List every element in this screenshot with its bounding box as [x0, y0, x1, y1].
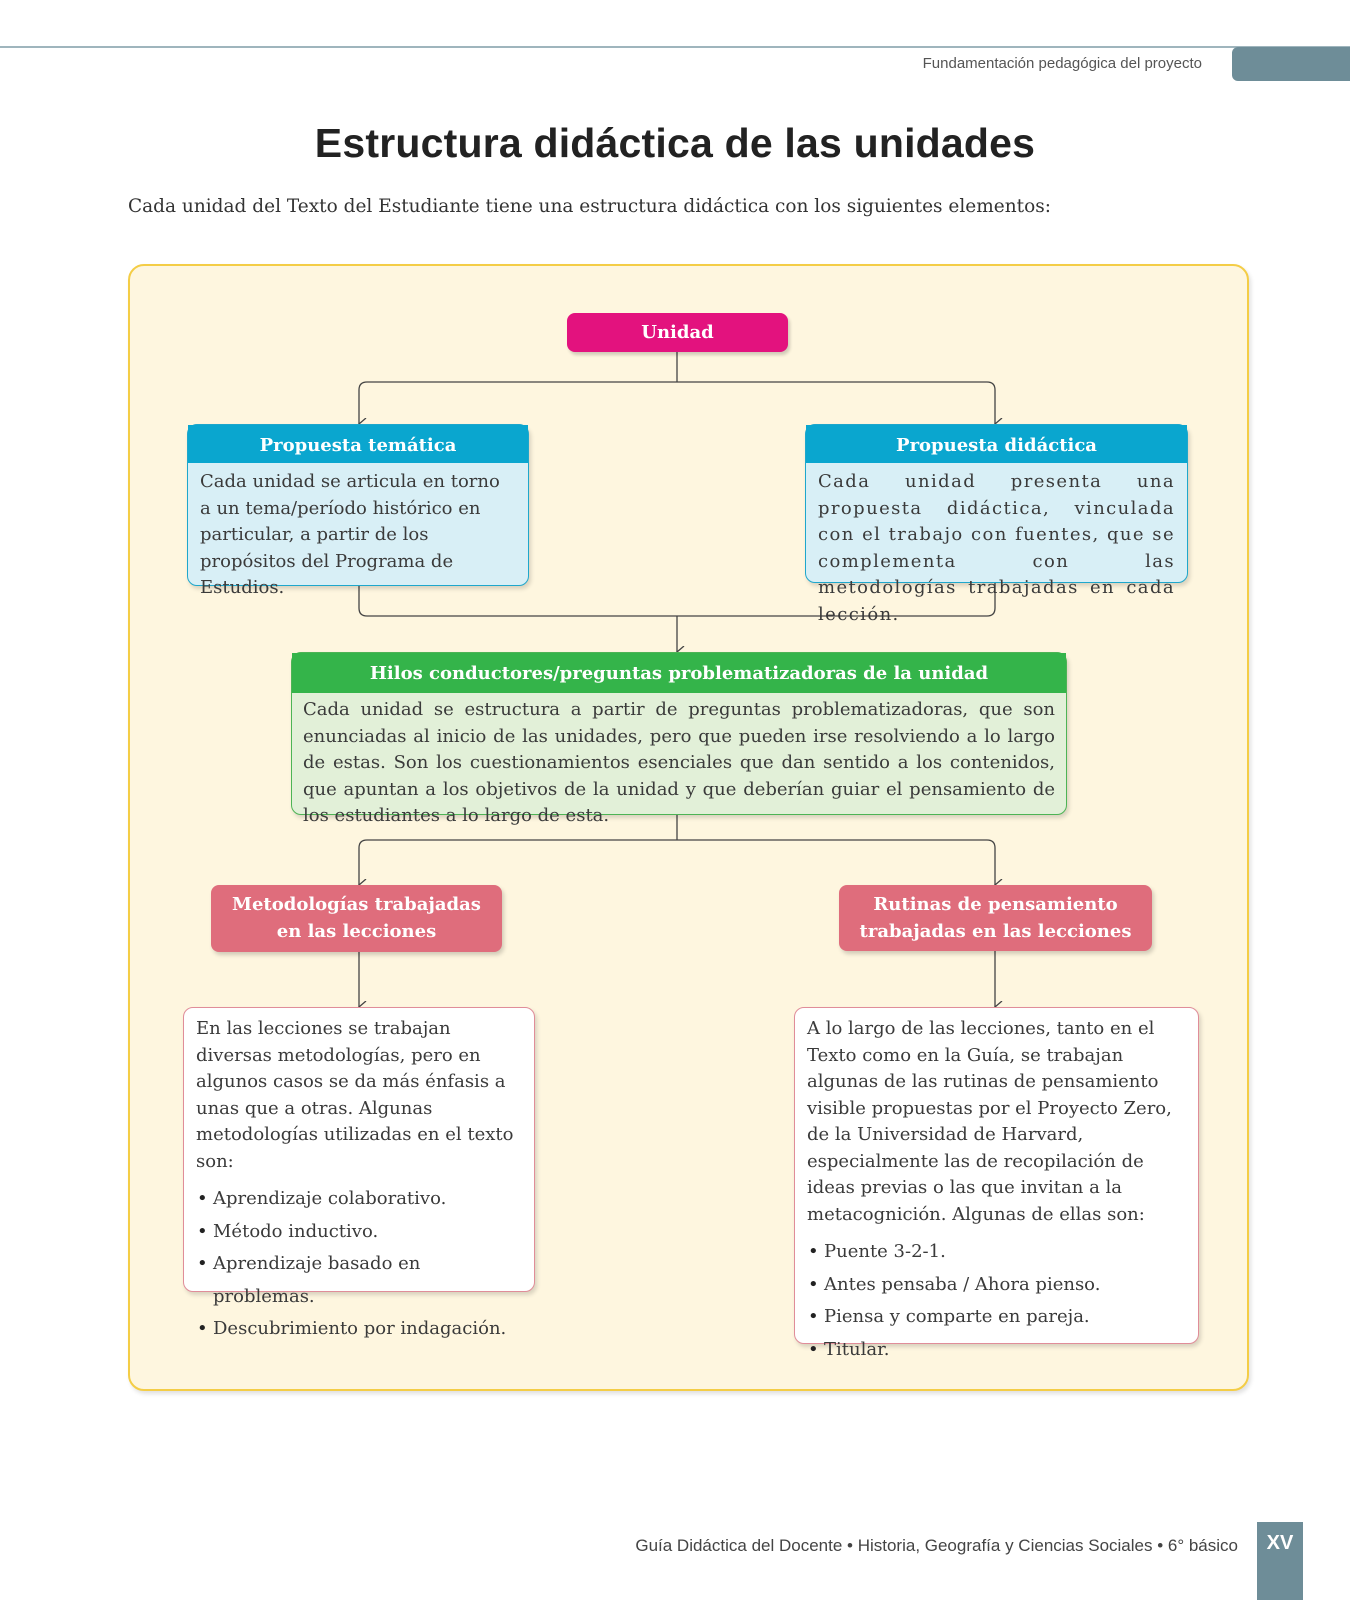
node-propuesta-didactica [805, 424, 1188, 625]
metodologias-detail-text: En las lecciones se trabajan diversas metodologías, pero en algunos casos se da más énfasis a unas que a otras. Algunas metodologías utilizadas en el texto son: [196, 1018, 514, 1172]
metodologias-title-line1: Metodologías trabajadas [232, 894, 481, 915]
list-item: • Descubrimiento por indagación. [196, 1313, 522, 1346]
header-rule [0, 46, 1350, 48]
node-rutinas [839, 885, 1152, 951]
node-propuesta-tematica [187, 424, 529, 598]
list-item: • Método inductivo. [196, 1216, 522, 1249]
rutinas-list [807, 1236, 1186, 1366]
rutinas-title-line1: Rutinas de pensamiento [873, 894, 1118, 915]
bullet-icon: • [808, 1241, 819, 1262]
rutinas-title-line2: trabajadas en las lecciones [859, 921, 1132, 942]
bullet-icon: • [808, 1338, 819, 1360]
metodologias-list [196, 1183, 522, 1346]
page-number: XV [1257, 1522, 1303, 1600]
propuesta-tematica-text: Cada unidad se articula en torno a un tema/período histórico en particular, a partir de los propósitos del Programa de Estudios. [200, 471, 500, 598]
bullet-icon: • [808, 1306, 819, 1327]
header-tab [1232, 47, 1350, 81]
propuesta-didactica-text: Cada unidad presenta una propuesta didáctica, vinculada con el trabajo con fuentes, que se complementa con las metodologías trabajadas en cada lección. [818, 471, 1175, 625]
intro-text: Cada unidad del Texto del Estudiante tiene una estructura didáctica con los siguientes elementos: [128, 196, 1051, 217]
propuesta-didactica-title: Propuesta didáctica [806, 425, 1187, 463]
metodologias-title-line2: en las lecciones [276, 921, 437, 942]
rutinas-detail-box [794, 1007, 1199, 1360]
propuesta-tematica-title: Propuesta temática [188, 425, 528, 463]
node-metodologias [211, 885, 502, 952]
section-label: Fundamentación pedagógica del proyecto [922, 55, 1202, 72]
metodologias-detail-box [183, 1007, 535, 1339]
hilos-conductores-title: Hilos conductores/preguntas problematizadoras de la unidad [292, 653, 1066, 693]
bullet-icon: • [197, 1318, 208, 1339]
rutinas-detail-text: A lo largo de las lecciones, tanto en el Texto como en la Guía, se trabajan algunas de las rutinas de pensamiento visible propuestas por el Proyecto Zero, de la Universidad de Harvard, especialmente las de recopilación de ideas previas o las que invitan a la metacognición. Algunas de ellas son: [807, 1018, 1172, 1225]
list-item: • Aprendizaje colaborativo. [196, 1183, 522, 1216]
page-title: Estructura didáctica de las unidades [314, 120, 1036, 166]
bullet-icon: • [808, 1273, 819, 1295]
list-item: • Aprendizaje basado en problemas. [196, 1248, 522, 1313]
footer-text: Guía Didáctica del Docente • Historia, Geografía y Ciencias Sociales • 6° básico [635, 1536, 1238, 1555]
node-hilos-conductores [291, 652, 1067, 826]
list-item: • Antes pensaba / Ahora pienso. [807, 1269, 1186, 1302]
bullet-icon: • [197, 1253, 208, 1274]
bullet-icon: • [197, 1188, 208, 1209]
list-item: • Piensa y comparte en pareja. [807, 1301, 1186, 1334]
list-item: • Titular. [807, 1334, 1186, 1367]
list-item: • Puente 3-2-1. [807, 1236, 1186, 1269]
hilos-conductores-text: Cada unidad se estructura a partir de preguntas problematizadoras, que son enunciadas al inicio de las unidades, pero que pueden irse resolviendo a lo largo de estas. Son los cuestionamientos esenciales que dan sentido a los contenidos, que apuntan a los objetivos de la unidad y que deberían guiar el pensamiento de los estudiantes a lo largo de esta. [303, 699, 1055, 826]
node-unidad: Unidad [567, 313, 788, 352]
bullet-icon: • [197, 1220, 208, 1242]
